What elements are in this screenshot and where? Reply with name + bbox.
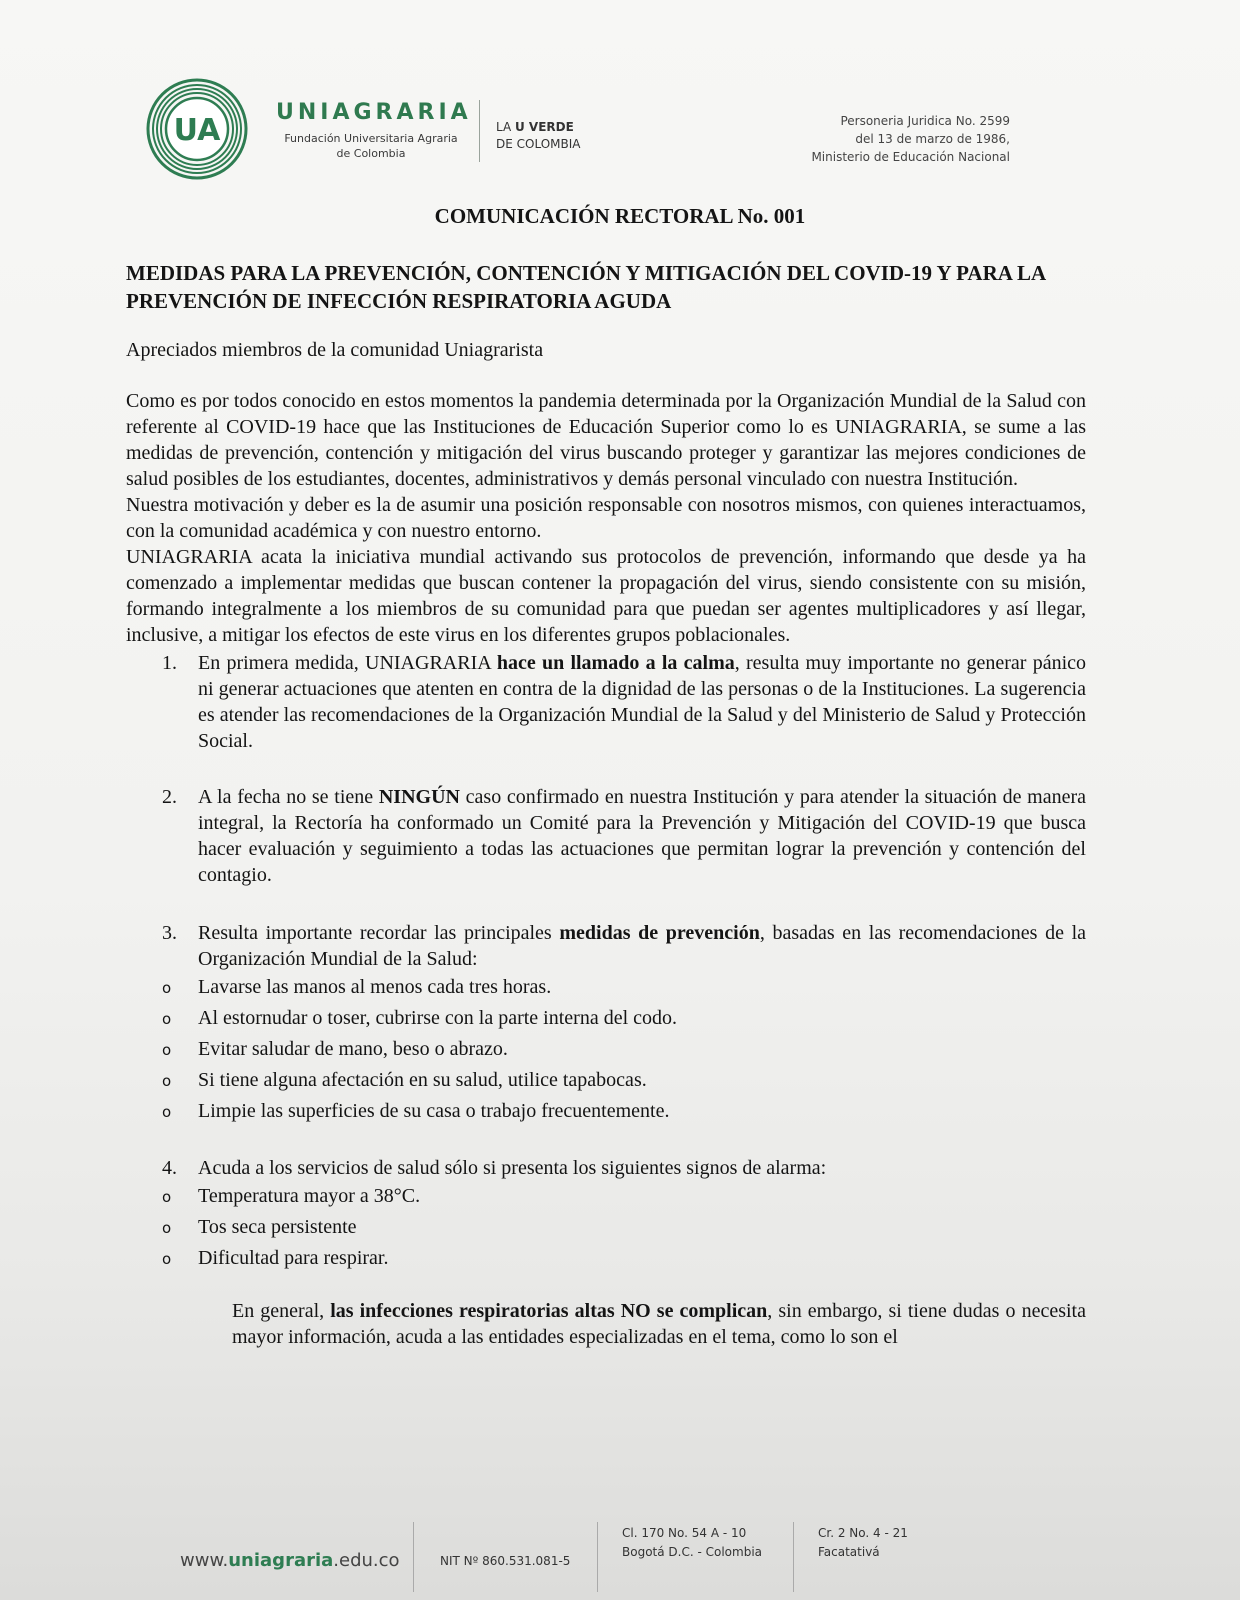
greeting: Apreciados miembros de la comunidad Uniagrarista (126, 339, 544, 361)
measure-number: 1. (162, 652, 177, 674)
address-line: Cl. 170 No. 54 A - 10 (622, 1526, 747, 1540)
website-link[interactable] (180, 1550, 400, 1571)
address-line: Cr. 2 No. 4 - 21 (818, 1526, 908, 1540)
measure-bold-text: hace un llamado a la calma (496, 652, 735, 674)
brand-name: UNIAGRARIA (276, 100, 472, 125)
closing-paragraph (232, 1298, 1086, 1350)
measure-number: 4. (162, 1157, 177, 1179)
measure-text: caso confirmado en nuestra Institución y para atender la situación de manera integral, la Rectoría ha conformado un Comité para la Prevención y Mitigación del COVID-19 que busca hacer evaluación y seguimiento a todas las actuaciones que permitan lograr la prevención y contención del contagio. (198, 786, 1086, 886)
list-item-text: Lavarse las manos al menos cada tres horas. (198, 976, 552, 998)
measure-item (126, 650, 1086, 754)
measure-item (126, 920, 1086, 972)
measure-number: 3. (162, 922, 177, 944)
bullet: o (162, 1072, 172, 1090)
legal-info (770, 112, 1010, 166)
document-title: COMUNICACIÓN RECTORAL No. 001 (434, 204, 806, 228)
measure-text: , basadas en las recomendaciones de la Organización Mundial de la Salud: (198, 922, 1087, 970)
prevention-list (126, 972, 1086, 1127)
list-item-text: Al estornudar o toser, cubrirse con la parte interna del codo. (198, 1007, 678, 1029)
measure-text: En primera medida, UNIAGRARIA (198, 652, 497, 674)
measures-list-cont (126, 1155, 1086, 1181)
slogan-highlight: U VERDE (515, 120, 574, 134)
bullet: o (162, 1250, 172, 1268)
list-item (126, 1003, 1086, 1034)
brand-subtitle (276, 131, 466, 161)
address-line: Bogotá D.C. - Colombia (622, 1545, 763, 1559)
measures-list (126, 650, 1086, 972)
measure-text: A la fecha no se tiene (198, 786, 379, 808)
url-prefix: www. (180, 1550, 229, 1571)
measure-bold-text: NINGÚN (378, 786, 460, 808)
closing-text: , sin embargo, si tiene dudas o necesita mayor información, acuda a las entidades especializadas en el tema, como lo son el (232, 1300, 1086, 1348)
bullet: o (162, 1041, 172, 1059)
measure-bold-text: medidas de prevención (559, 922, 760, 944)
paragraph-1: Como es por todos conocido en estos momentos la pandemia determinada por la Organización Mundial de la Salud con referente al COVID-19 hace que las Instituciones de Educación Superior como lo es UNIAGRARIA, se sume a las medidas de prevención, contención y mitigación del virus buscando proteger y garantizar las mejores condiciones de salud posibles de los estudiantes, docentes, administrativos y demás personal vinculado con nuestra Institución. (126, 390, 1086, 490)
bullet: o (162, 1103, 172, 1121)
address-line: Facatativá (818, 1545, 880, 1559)
closing-text: En general, (232, 1300, 331, 1322)
slogan-line-2: DE COLOMBIA (496, 137, 581, 151)
document-body (126, 337, 1086, 1350)
url-brand: uniagraria (228, 1550, 334, 1571)
measure-item (126, 784, 1086, 888)
bullet: o (162, 1188, 172, 1206)
footer-divider (793, 1522, 794, 1592)
measure-item (126, 1155, 1086, 1181)
list-item-text: Limpie las superficies de su casa o trabajo frecuentemente. (198, 1100, 670, 1122)
document-subtitle: MEDIDAS PARA LA PREVENCIÓN, CONTENCIÓN Y MITIGACIÓN DEL COVID-19 Y PARA LA PREVENCIÓN DE INFECCIÓN RESPIRATORIA AGUDA (126, 261, 1046, 313)
list-item-text: Si tiene alguna afectación en su salud, utilice tapabocas. (198, 1069, 647, 1091)
header-divider (479, 100, 480, 162)
logo-initials: UA (173, 113, 221, 148)
measure-text: Resulta importante recordar las principales (198, 922, 560, 944)
list-item-text: Evitar saludar de mano, beso o abrazo. (198, 1038, 508, 1060)
brand-block (276, 100, 472, 161)
address-bogota (622, 1524, 762, 1562)
measure-number: 2. (162, 786, 177, 808)
uniagraria-logo (146, 78, 248, 180)
bullet: o (162, 1010, 172, 1028)
measure-text: , resulta muy importante no generar pánico ni generar actuaciones que atenten en contra de la dignidad de las personas o de la Instituciones. La sugerencia es atender las recomendaciones de la Organización Mundial de la Salud y del Ministerio de Salud y Protección Social. (198, 652, 1087, 752)
page-footer (0, 1516, 1240, 1600)
brand-sub-line-2: de Colombia (336, 147, 406, 160)
list-item (126, 1096, 1086, 1127)
bullet: o (162, 979, 172, 997)
closing-bold-text: las infecciones respiratorias altas NO se complican (330, 1300, 768, 1322)
paragraph-2: Nuestra motivación y deber es la de asumir una posición responsable con nosotros mismos, con quienes interactuamos, con la comunidad académica y con nuestro entorno. (126, 494, 1086, 542)
brand-sub-line-1: Fundación Universitaria Agraria (284, 132, 458, 145)
footer-divider (597, 1522, 598, 1592)
list-item (126, 1034, 1086, 1065)
list-item (126, 1065, 1086, 1096)
legal-line-3: Ministerio de Educación Nacional (811, 150, 1010, 164)
list-item-text: Tos seca persistente (198, 1216, 357, 1238)
legal-line-2: del 13 de marzo de 1986, (855, 132, 1010, 146)
list-item-text: Dificultad para respirar. (198, 1247, 389, 1269)
slogan (496, 119, 581, 153)
footer-divider (413, 1522, 414, 1592)
paragraph-3: UNIAGRARIA acata la iniciativa mundial activando sus protocolos de prevención, informando que desde ya ha comenzado a implementar medidas que buscan contener la propagación del virus, siendo consistente con su misión, formando integralmente a los miembros de su comunidad para que puedan ser agentes multiplicadores y así llegar, inclusive, a mitigar los efectos de este virus en los diferentes grupos poblacionales. (126, 546, 1086, 646)
list-item (126, 1243, 1086, 1274)
measure-text: Acuda a los servicios de salud sólo si presenta los siguientes signos de alarma: (198, 1157, 827, 1179)
list-item (126, 972, 1086, 1003)
url-suffix: .edu.co (333, 1550, 400, 1571)
list-item (126, 1212, 1086, 1243)
slogan-prefix: LA (496, 120, 512, 134)
address-facatativa (818, 1524, 908, 1562)
list-item-text: Temperatura mayor a 38°C. (198, 1185, 421, 1207)
list-item (126, 1181, 1086, 1212)
legal-line-1: Personeria Juridica No. 2599 (840, 114, 1010, 128)
nit: NIT Nº 860.531.081-5 (440, 1554, 571, 1568)
bullet: o (162, 1219, 172, 1237)
alarm-signs-list (126, 1181, 1086, 1274)
